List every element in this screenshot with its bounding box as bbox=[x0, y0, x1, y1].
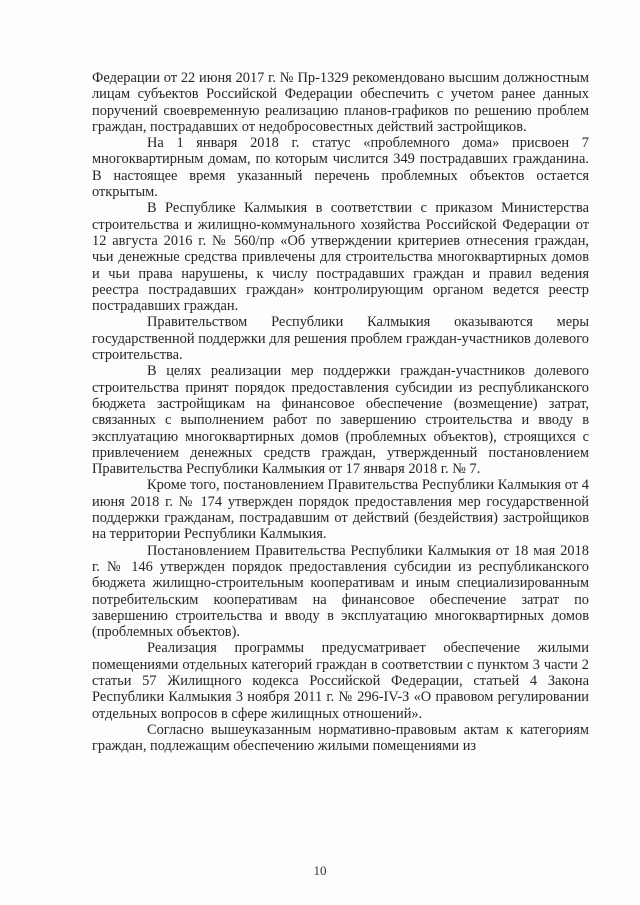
paragraph-8: Реализация программы предусматривает обеспечение жилыми помещениями отдельных категорий граждан в соответствии с пунктом 3 части 2 статьи 57 Жилищного кодекса Российской Федерации, статьей 4 Закона Республики Калмыкия 3 ноября 2011 г. № 296-IV-З «О правовом регулировании отдельных вопросов в сфере жилищных отношений». bbox=[92, 640, 589, 722]
paragraph-3: В Республике Калмыкия в соответствии с приказом Министерства строительства и жилищно-коммунального хозяйства Российской Федерации от 12 августа 2016 г. № 560/пр «Об утверждении критериев отнесения граждан, чьи денежные средства привлечены для строительства многоквартирных домов и чьи права нарушены, к числу пострадавших граждан и правил ведения реестра пострадавших граждан» контролирующим органом ведется реестр пострадавших граждан. bbox=[92, 200, 589, 315]
paragraph-4: Правительством Республики Калмыкия оказываются меры государственной поддержки для решения проблем граждан-участников долевого строительства. bbox=[92, 314, 589, 364]
page-number: 10 bbox=[313, 863, 327, 878]
paragraph-2: На 1 января 2018 г. статус «проблемного дома» присвоен 7 многоквартирным домам, по которым числится 349 пострадавших гражданина. В настоящее время указанный перечень проблемных объектов остается открытым. bbox=[92, 135, 589, 201]
paragraph-1: Федерации от 22 июня 2017 г. № Пр-1329 рекомендовано высшим должностным лицам субъектов Российской Федерации обеспечить с учетом ранее данных поручений своевременную реализацию планов-графиков по решению проблем граждан, пострадавших от недобросовестных действий застройщиков. bbox=[92, 70, 589, 135]
paragraph-5: В целях реализации мер поддержки граждан-участников долевого строительства принят порядок предоставления субсидии из республиканского бюджета застройщикам на финансовое обеспечение (возмещение) затрат, связанных с выполнением работ по завершению строительства и вводу в эксплуатацию многоквартирных домов (проблемных объектов), строящихся с привлечением денежных средств граждан, утвержденный постановлением Правительства Республики Калмыкия от 17 января 2018 г. № 7. bbox=[92, 363, 589, 478]
paragraph-6: Кроме того, постановлением Правительства Республики Калмыкия от 4 июня 2018 г. № 174 утвержден порядок предоставления мер государственной поддержки гражданам, пострадавшим от действий (бездействия) застройщиков на территории Республики Калмыкия. bbox=[92, 477, 589, 543]
document-body bbox=[92, 70, 589, 754]
paragraph-7: Постановлением Правительства Республики Калмыкия от 18 мая 2018 г. № 146 утвержден порядок предоставления субсидии из республиканского бюджета жилищно-строительным кооперативам и иным специализированным потребительским кооперативам на финансовое обеспечение затрат по завершению строительства и вводу в эксплуатацию многоквартирных домов (проблемных объектов). bbox=[92, 542, 589, 641]
paragraph-9: Согласно вышеуказанным нормативно-правовым актам к категориям граждан, подлежащим обеспечению жилыми помещениями из bbox=[92, 721, 589, 755]
